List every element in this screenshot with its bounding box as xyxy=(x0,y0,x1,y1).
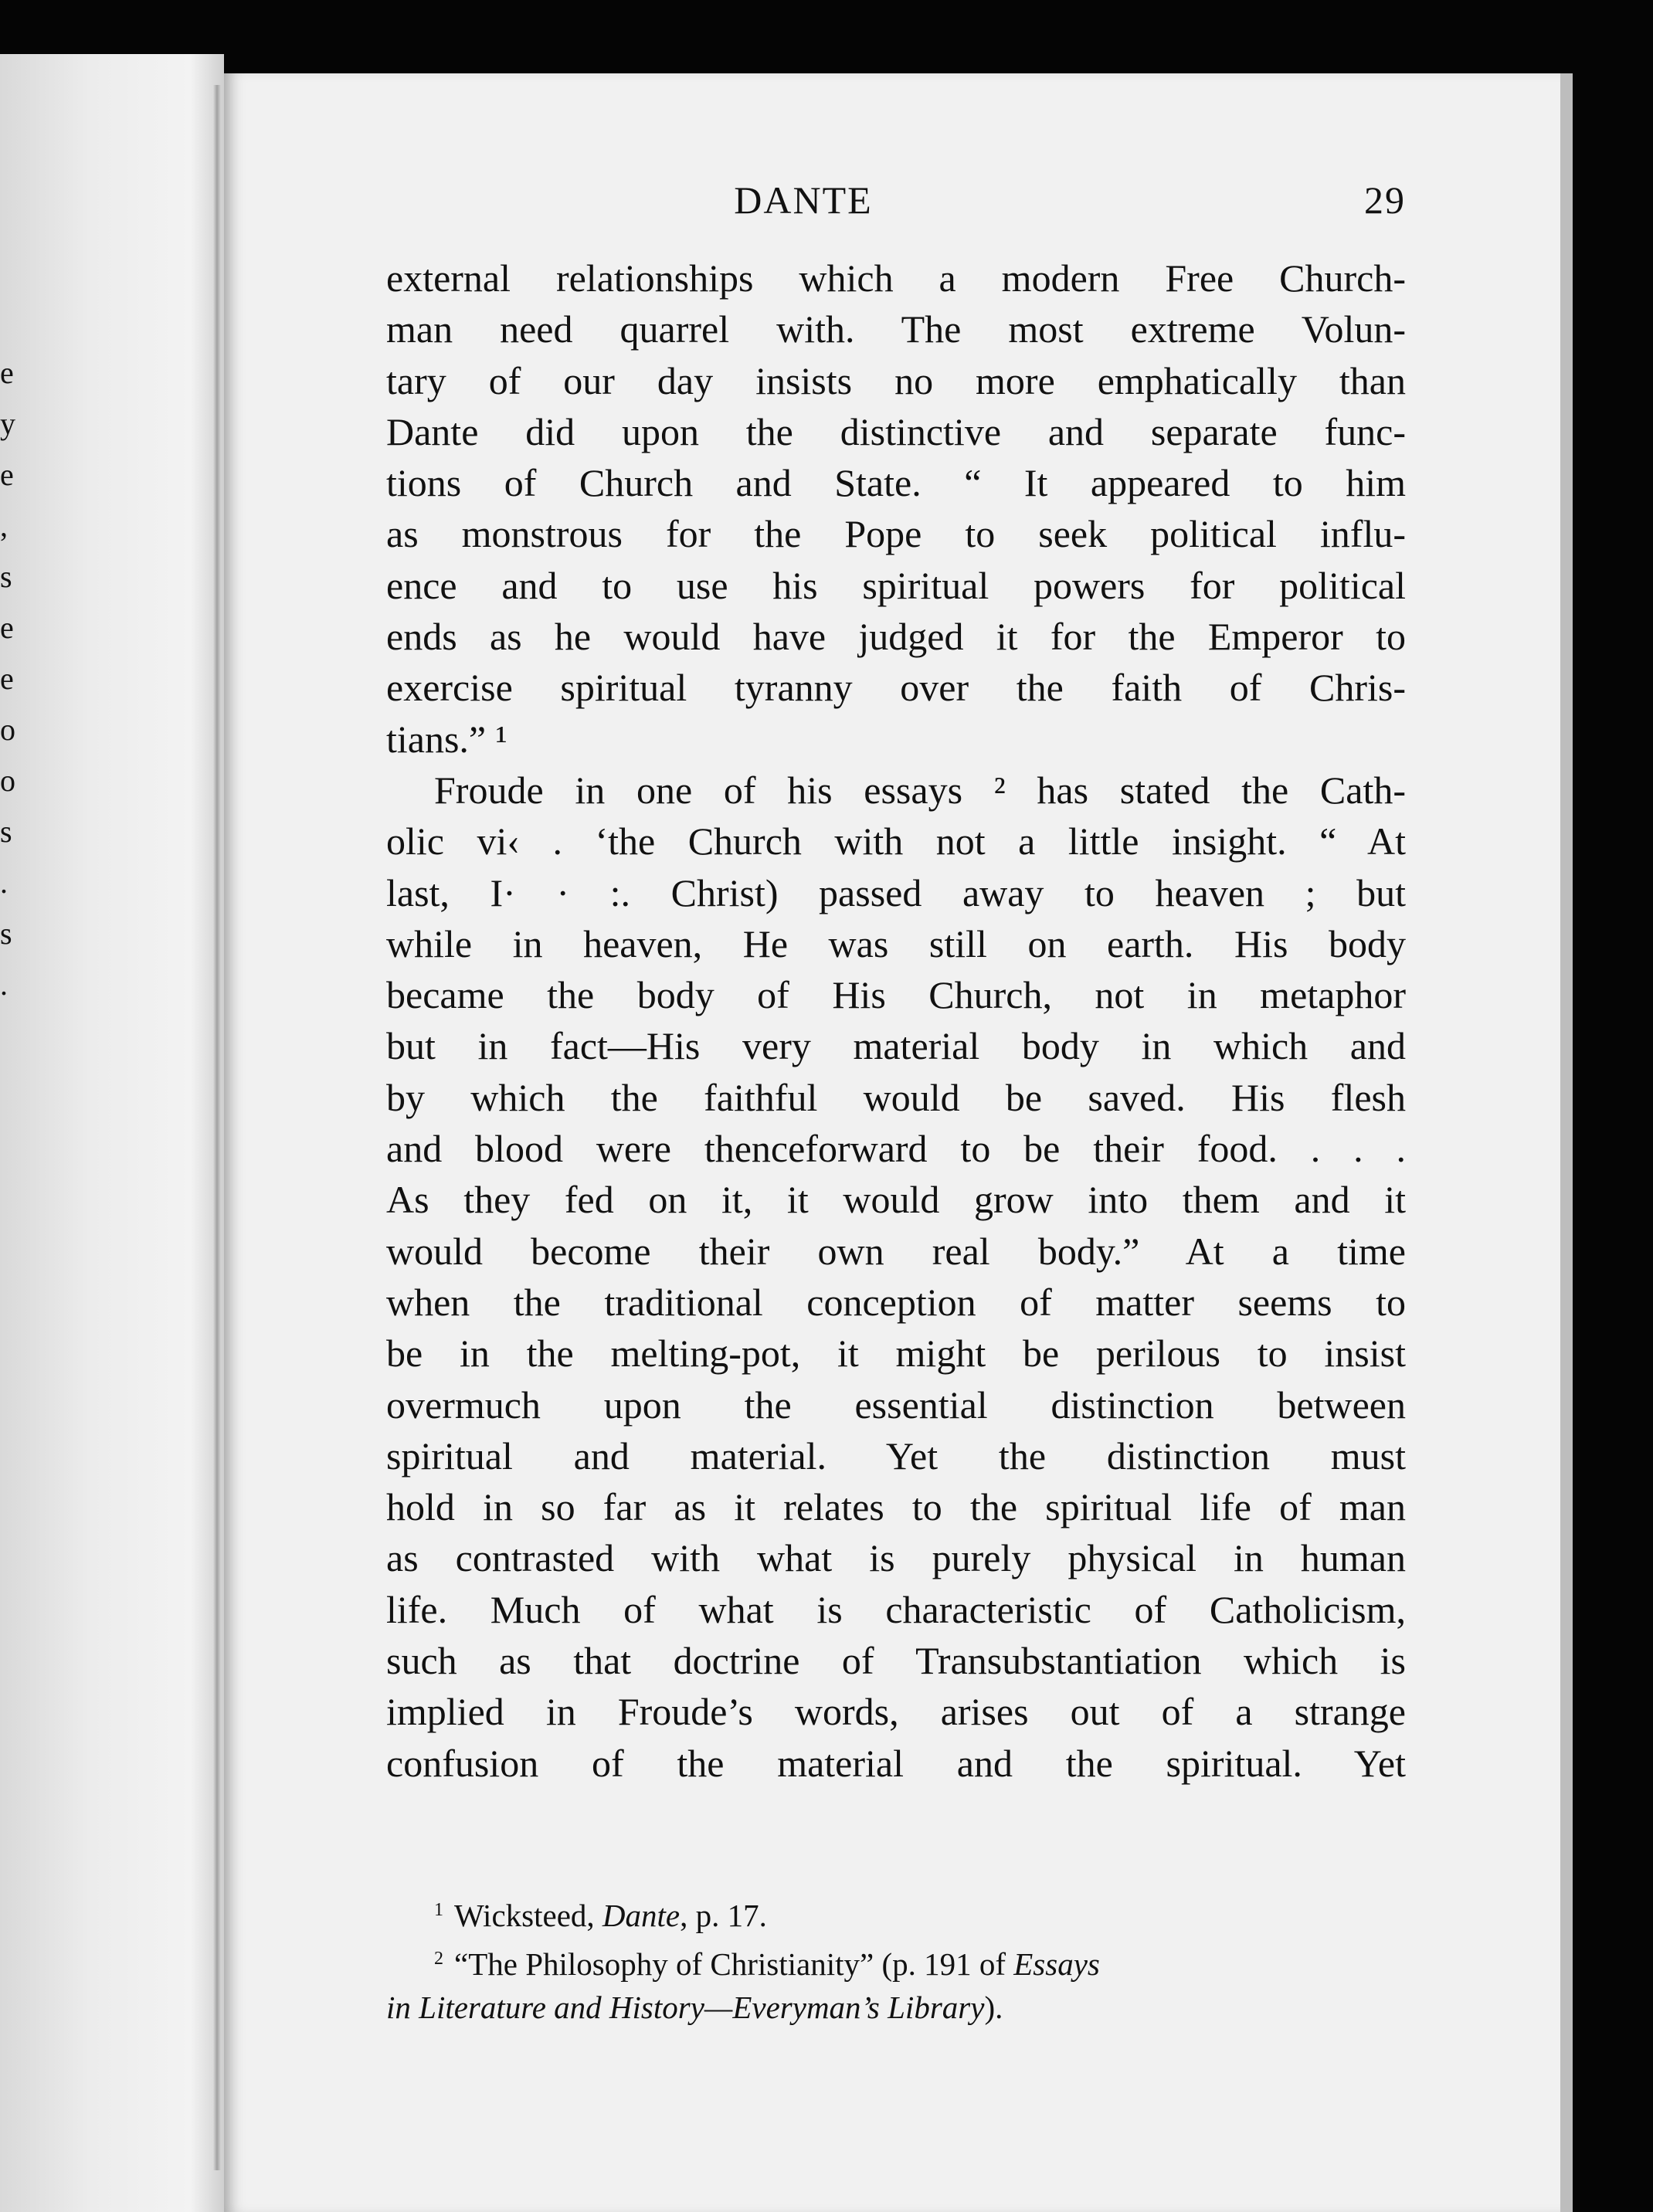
text-line: be in the melting-pot, it might be perilous to insist xyxy=(386,1332,1406,1376)
footnote-1 xyxy=(386,1888,1406,1937)
text-line: tians.” ¹ xyxy=(386,717,507,761)
text-line: As they fed on it, it would grow into them and it xyxy=(386,1178,1406,1222)
footnote-text: ). xyxy=(984,1990,1003,2025)
facing-glyph: . xyxy=(0,967,8,1002)
book-page xyxy=(224,73,1560,2212)
facing-glyph: s xyxy=(0,916,12,951)
text-line: ends as he would have judged it for the Emperor to xyxy=(386,615,1406,659)
text-line: overmuch upon the essential distinction between xyxy=(386,1382,1406,1427)
text-line: tions of Church and State. “ It appeared to him xyxy=(386,461,1406,505)
footnote-work-title: Essays xyxy=(1013,1946,1100,1982)
footnote-number: 1 xyxy=(434,1900,443,1920)
text-line: and blood were thenceforward to be their food. . . . xyxy=(386,1127,1406,1171)
footnote-number: 2 xyxy=(434,1949,443,1969)
facing-glyph: e xyxy=(0,457,14,492)
text-line: spiritual and material. Yet the distinction must xyxy=(386,1433,1406,1477)
text-line: while in heaven, He was still on earth. His body xyxy=(386,921,1406,965)
footnote-author: Wicksteed, xyxy=(454,1898,602,1933)
text-line: Froude in one of his essays ² has stated the Cath- xyxy=(434,768,1406,812)
book-gutter xyxy=(213,85,221,2170)
text-line: as contrasted with what is purely physical in human xyxy=(386,1536,1406,1580)
facing-glyph: e xyxy=(0,661,14,696)
facing-glyph: , xyxy=(0,508,8,543)
facing-glyph: e xyxy=(0,610,14,645)
facing-page xyxy=(0,54,224,2212)
page-number: 29 xyxy=(1364,178,1406,222)
text-line: tary of our day insists no more emphatically than xyxy=(386,358,1406,402)
footnotes xyxy=(386,1888,1406,2029)
text-line: but in fact—His very material body in which and xyxy=(386,1024,1406,1068)
page-title: DANTE xyxy=(734,178,873,222)
facing-glyph: o xyxy=(0,763,15,798)
text-line: would become their own real body.” At a time xyxy=(386,1229,1406,1273)
text-line: external relationships which a modern Free Church- xyxy=(386,256,1406,300)
text-line: confusion of the material and the spiritual. Yet xyxy=(386,1741,1406,1785)
footnote-2-line-1 xyxy=(386,1937,1406,1986)
footnote-page: , p. 17. xyxy=(680,1898,767,1933)
text-line: olic vi‹ . ‘the Church with not a little insight. “ At xyxy=(386,819,1406,863)
text-line: became the body of His Church, not in metaphor xyxy=(386,973,1406,1017)
page-edge xyxy=(1560,73,1573,2212)
text-line: when the traditional conception of matter seems to xyxy=(386,1280,1406,1324)
facing-glyph: . xyxy=(0,865,8,900)
text-line: man need quarrel with. The most extreme Volun- xyxy=(386,307,1406,351)
footnote-text: “The Philosophy of Christianity” (p. 191 of xyxy=(454,1946,1014,1982)
footnote-work-title: in Literature and History—Everyman’s Library xyxy=(386,1990,985,2025)
text-line: ence and to use his spiritual powers for political xyxy=(386,563,1406,607)
facing-page-text-edge xyxy=(0,348,23,1010)
body-text xyxy=(386,253,1406,1789)
text-line: by which the faithful would be saved. His flesh xyxy=(386,1075,1406,1119)
text-line: life. Much of what is characteristic of Catholicism, xyxy=(386,1587,1406,1631)
facing-glyph: e xyxy=(0,355,14,390)
facing-glyph: o xyxy=(0,712,15,747)
facing-glyph: s xyxy=(0,559,12,594)
text-line: exercise spiritual tyranny over the faith of Chris- xyxy=(386,666,1406,710)
text-line: Dante did upon the distinctive and separate func- xyxy=(386,409,1406,453)
text-line: implied in Froude’s words, arises out of a strange xyxy=(386,1690,1406,1734)
text-line: last, I· · :. Christ) passed away to heaven ; but xyxy=(386,870,1406,914)
text-line: as monstrous for the Pope to seek political influ- xyxy=(386,512,1406,556)
facing-glyph: y xyxy=(0,406,15,441)
footnote-work-title: Dante xyxy=(602,1898,681,1933)
text-line: such as that doctrine of Transubstantiation which is xyxy=(386,1639,1406,1683)
facing-glyph: s xyxy=(0,814,12,849)
footnote-2-line-2 xyxy=(386,1986,1406,2029)
text-line: hold in so far as it relates to the spiritual life of man xyxy=(386,1485,1406,1529)
